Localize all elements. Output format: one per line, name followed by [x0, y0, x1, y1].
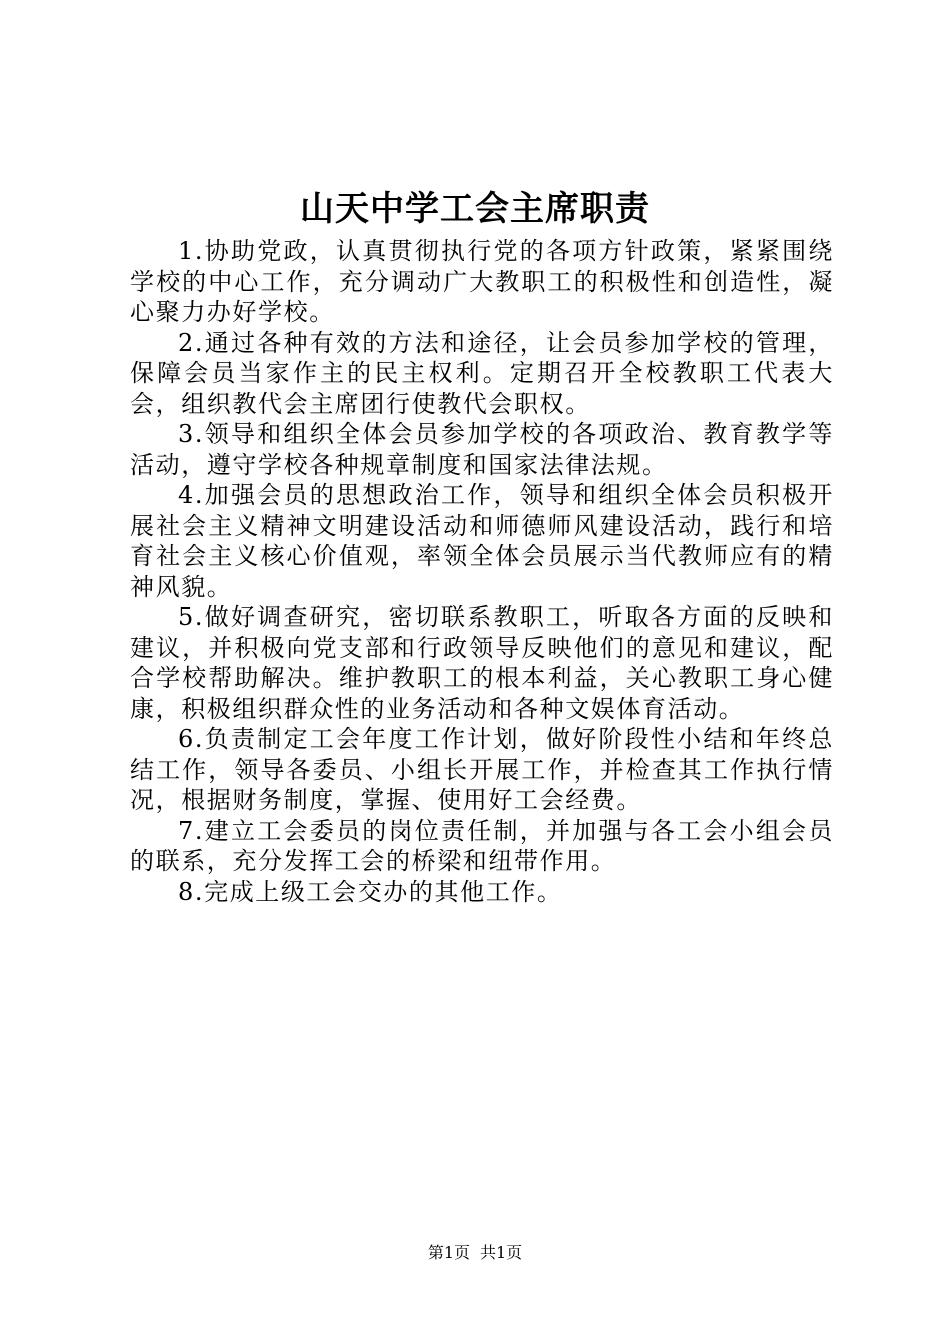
paragraph-2: 2.通过各种有效的方法和途径，让会员参加学校的管理，保障会员当家作主的民主权利。定期召开全校教职工代表大会，组织教代会主席团行使教代会职权。 — [130, 328, 834, 418]
page-number-total: 共1页 — [480, 1243, 523, 1262]
paragraph-3: 3.领导和组织全体会员参加学校的各项政治、教育教学等活动，遵守学校各种规章制度和国家法律法规。 — [130, 420, 834, 479]
paragraph-1: 1.协助党政，认真贯彻执行党的各项方针政策，紧紧围绕学校的中心工作，充分调动广大教职工的积极性和创造性，凝心聚力办好学校。 — [130, 237, 834, 326]
page-footer — [0, 1243, 950, 1263]
paragraph-4: 4.加强会员的思想政治工作，领导和组织全体会员积极开展社会主义精神文明建设活动和师德师风建设活动，践行和培育社会主义核心价值观，率领全体会员展示当代教师应有的精神风貌。 — [130, 481, 834, 601]
paragraph-8: 8.完成上级工会交办的其他工作。 — [178, 877, 563, 906]
paragraph-6: 6.负责制定工会年度工作计划，做好阶段性小结和年终总结工作，领导各委员、小组长开展工作，并检查其工作执行情况，根据财务制度，掌握、使用好工会经费。 — [130, 725, 834, 814]
page-number-current: 第1页 — [427, 1243, 470, 1262]
document-title: 山天中学工会主席职责 — [300, 189, 650, 229]
document-body — [130, 236, 834, 907]
paragraph-7: 7.建立工会委员的岗位责任制，并加强与各工会小组会员的联系，充分发挥工会的桥梁和纽带作用。 — [130, 816, 834, 875]
paragraph-5: 5.做好调查研究，密切联系教职工，听取各方面的反映和建议，并积极向党支部和行政领导反映他们的意见和建议，配合学校帮助解决。维护教职工的根本利益，关心教职工身心健康，积极组织群众性的业务活动和各种文娱体育活动。 — [130, 603, 834, 723]
